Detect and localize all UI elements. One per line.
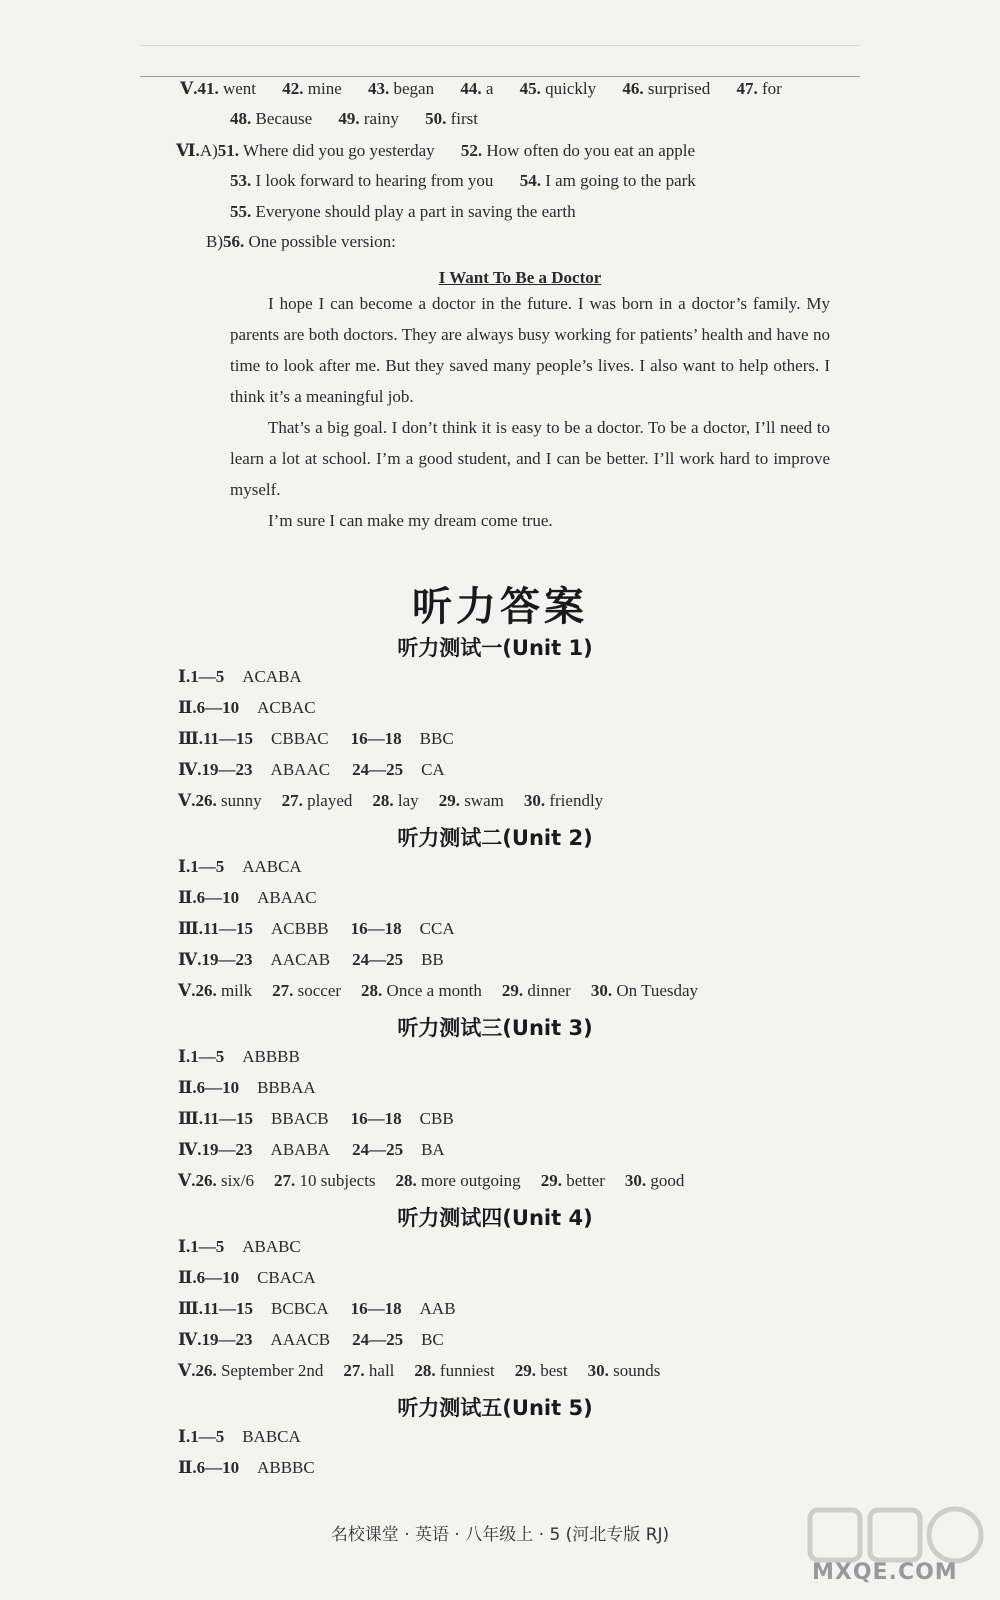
- roman-numeral: Ⅴ.: [178, 1361, 196, 1380]
- listening-test-title: 听力测试五(Unit 5): [397, 1396, 593, 1420]
- answer-text: Once a month: [386, 981, 482, 1000]
- item-number: 28.: [395, 1171, 417, 1190]
- item-number: 26.: [195, 1361, 217, 1380]
- roman-numeral: Ⅲ.: [178, 1299, 203, 1318]
- answer-letters: BCBCA: [271, 1299, 329, 1318]
- top-faint-rule: [140, 45, 860, 46]
- answer-letters: AABCA: [242, 857, 302, 876]
- item-number: 28.: [372, 791, 394, 810]
- answer-text: six/6: [220, 1171, 255, 1190]
- roman-numeral: Ⅱ.: [178, 698, 197, 717]
- question-range: 6—10: [196, 1268, 240, 1287]
- answer-text: dinner: [527, 981, 571, 1000]
- answer-row: [178, 1046, 300, 1068]
- listening-test-title: 听力测试四(Unit 4): [397, 1206, 593, 1230]
- answer-text: played: [307, 791, 353, 810]
- item-number: 52.: [460, 141, 483, 160]
- answer-text: good: [650, 1171, 685, 1190]
- fill-in-row: [178, 980, 698, 1002]
- item-number: 56.: [223, 232, 245, 251]
- item-number: 26.: [195, 981, 217, 1000]
- question-range: 16—18: [350, 919, 402, 938]
- question-range: 11—15: [202, 1299, 254, 1318]
- answer-text: On Tuesday: [616, 981, 699, 1000]
- item-number: 30.: [624, 1171, 647, 1190]
- page-footer: 名校课堂 · 英语 · 八年级上 · 5 (河北专版 RJ): [330, 1525, 670, 1545]
- item-number: 44.: [460, 79, 482, 98]
- item-number: 46.: [622, 79, 644, 98]
- answer-row: [178, 1139, 445, 1161]
- fill-in-row: [178, 1360, 660, 1382]
- item-number: 50.: [425, 109, 447, 128]
- answer-text: swam: [464, 791, 504, 810]
- listening-test-title: 听力测试二(Unit 2): [397, 826, 593, 850]
- answer-letters: AAACB: [270, 1330, 331, 1349]
- item-number: 51.: [217, 141, 240, 160]
- answer-row: [178, 666, 302, 688]
- answer-letters: CA: [421, 760, 445, 779]
- answer-text: funniest: [439, 1361, 495, 1380]
- question-range: 16—18: [350, 1109, 402, 1128]
- question-range: 6—10: [196, 1458, 240, 1477]
- answer-text: more outgoing: [421, 1171, 521, 1190]
- question-range: 19—23: [201, 1330, 253, 1349]
- question-range: 1—5: [190, 1047, 225, 1066]
- item-number: 29.: [438, 791, 460, 810]
- answer-row: [178, 887, 317, 909]
- answer-text: first: [450, 109, 478, 128]
- question-range: 6—10: [196, 1078, 240, 1097]
- answer-letters: ABBBB: [242, 1047, 300, 1066]
- item-number: 53.: [230, 171, 252, 190]
- answer-row: [178, 1457, 315, 1479]
- fill-in-row: [178, 1170, 684, 1192]
- answer-letters: ACBBB: [271, 919, 329, 938]
- answer-text: rainy: [363, 109, 399, 128]
- essay-paragraph: I’m sure I can make my dream come true.: [268, 511, 553, 530]
- roman-numeral: Ⅲ.: [178, 729, 203, 748]
- answer-text: How often do you eat an apple: [486, 141, 696, 160]
- roman-numeral: Ⅰ.: [178, 857, 191, 876]
- answer-text: Everyone should play a part in saving the earth: [255, 202, 576, 221]
- item-number: 30.: [587, 1361, 609, 1380]
- answer-text: soccer: [297, 981, 342, 1000]
- answer-text: hall: [368, 1361, 395, 1380]
- answer-row: [178, 1267, 316, 1289]
- watermark-text: MXQE.COM: [812, 1560, 958, 1585]
- essay-body: [230, 288, 830, 536]
- section5-line1: [180, 78, 782, 100]
- item-number: 30.: [523, 791, 546, 810]
- item-number: 55.: [230, 202, 252, 221]
- item-number: 27.: [281, 791, 303, 810]
- answer-letters: BBC: [419, 729, 454, 748]
- answer-letters: ABAAC: [270, 760, 331, 779]
- item-number: 29.: [501, 981, 524, 1000]
- question-range: 16—18: [350, 729, 402, 748]
- question-range: 6—10: [196, 698, 240, 717]
- roman-numeral: Ⅲ.: [178, 1109, 203, 1128]
- item-number: 29.: [514, 1361, 536, 1380]
- answer-letters: CBB: [419, 1109, 454, 1128]
- answer-text: 10 subjects: [299, 1171, 376, 1190]
- top-rule: [140, 76, 860, 77]
- answer-row: [178, 856, 302, 878]
- answer-letters: BABCA: [242, 1427, 301, 1446]
- item-number: 48.: [230, 109, 252, 128]
- roman-numeral: Ⅰ.: [178, 1237, 191, 1256]
- essay-paragraph: That’s a big goal. I don’t think it is easy to be a doctor. To be a doctor, I’ll need to learn a lot at school. I’m a good student, and I can be better. I’ll work hard to improve myself.: [230, 418, 830, 499]
- answer-text: mine: [307, 79, 342, 98]
- question-range: 1—5: [190, 1237, 225, 1256]
- item-number: 30.: [590, 981, 613, 1000]
- roman-numeral: Ⅴ.: [178, 981, 196, 1000]
- question-range: 16—18: [350, 1299, 402, 1318]
- roman-numeral: Ⅲ.: [178, 919, 203, 938]
- question-range: 24—25: [352, 1140, 404, 1159]
- roman-numeral: Ⅰ.: [178, 1047, 191, 1066]
- part-label: A): [199, 141, 218, 160]
- answer-text: sunny: [220, 791, 262, 810]
- question-range: 1—5: [190, 667, 225, 686]
- question-range: 19—23: [201, 760, 253, 779]
- question-range: 11—15: [202, 1109, 254, 1128]
- answer-row: [178, 1329, 444, 1351]
- item-number: 29.: [540, 1171, 562, 1190]
- question-range: 1—5: [190, 1427, 225, 1446]
- section5-line2: [230, 108, 478, 130]
- answer-text: surprised: [647, 79, 711, 98]
- answer-text: for: [761, 79, 782, 98]
- item-number: 26.: [195, 1171, 217, 1190]
- listening-test-title: 听力测试三(Unit 3): [397, 1016, 593, 1040]
- item-number: 27.: [343, 1361, 365, 1380]
- answer-row: [178, 728, 454, 750]
- section6-line3: [230, 201, 576, 223]
- answer-text: One possible version:: [248, 232, 396, 251]
- answer-letters: CBACA: [257, 1268, 316, 1287]
- answer-letters: CCA: [419, 919, 455, 938]
- answer-text: a: [485, 79, 494, 98]
- roman-numeral: Ⅰ.: [178, 667, 191, 686]
- answer-text: I am going to the park: [545, 171, 696, 190]
- answer-letters: CBBAC: [271, 729, 329, 748]
- item-number: 47.: [736, 79, 758, 98]
- question-range: 11—15: [202, 919, 254, 938]
- essay-paragraph: I hope I can become a doctor in the future. I was born in a doctor’s family. My parents are both doctors. They are always busy working for patients’ health and have no time to look after me. But they saved many people’s lives. I also want to help others. I think it’s a meaningful job.: [230, 294, 830, 406]
- item-number: 28.: [361, 981, 383, 1000]
- answer-letters: BB: [421, 950, 444, 969]
- answer-text: began: [393, 79, 435, 98]
- answer-text: best: [540, 1361, 568, 1380]
- question-range: 11—15: [202, 729, 254, 748]
- answer-text: Because: [255, 109, 313, 128]
- item-number: 54.: [519, 171, 541, 190]
- answer-letters: AACAB: [270, 950, 331, 969]
- roman-numeral: Ⅳ.: [178, 1330, 202, 1349]
- answer-letters: BBBAA: [257, 1078, 316, 1097]
- answer-text: milk: [220, 981, 253, 1000]
- answer-text: Where did you go yesterday: [242, 141, 435, 160]
- roman-numeral: Ⅱ.: [178, 1458, 197, 1477]
- answer-letters: BC: [421, 1330, 444, 1349]
- answer-text: sounds: [613, 1361, 661, 1380]
- section6-line2: [230, 170, 696, 192]
- roman-numeral: Ⅰ.: [178, 1427, 191, 1446]
- answer-letters: ACABA: [242, 667, 302, 686]
- answer-letters: AAB: [419, 1299, 456, 1318]
- answer-row: [178, 1077, 316, 1099]
- roman-numeral: Ⅱ.: [178, 1078, 197, 1097]
- roman-numeral: Ⅳ.: [178, 760, 202, 779]
- answer-row: [178, 1426, 301, 1448]
- answer-text: went: [222, 79, 256, 98]
- item-number: 27.: [274, 1171, 296, 1190]
- part-label: B): [206, 232, 223, 251]
- question-range: 24—25: [352, 1330, 404, 1349]
- fill-in-row: [178, 790, 603, 812]
- listening-test-title: 听力测试一(Unit 1): [397, 636, 593, 660]
- answer-row: [178, 949, 444, 971]
- answer-text: quickly: [545, 79, 597, 98]
- answer-row: [178, 1108, 454, 1130]
- answer-text: better: [566, 1171, 605, 1190]
- question-range: 24—25: [352, 950, 404, 969]
- roman-numeral: Ⅴ.: [178, 1171, 196, 1190]
- section6-line1: [176, 140, 695, 162]
- roman-numeral: Ⅳ.: [178, 950, 202, 969]
- answer-letters: ABABC: [242, 1237, 301, 1256]
- section6-roman: Ⅵ.: [176, 141, 200, 160]
- answer-row: [178, 918, 455, 940]
- section5-roman: Ⅴ.: [180, 79, 198, 98]
- roman-numeral: Ⅳ.: [178, 1140, 202, 1159]
- question-range: 24—25: [352, 760, 404, 779]
- item-number: 43.: [368, 79, 390, 98]
- answer-row: [178, 1298, 456, 1320]
- item-number: 26.: [195, 791, 217, 810]
- answer-letters: BA: [421, 1140, 445, 1159]
- answer-text: I look forward to hearing from you: [255, 171, 494, 190]
- answer-letters: ABBBC: [257, 1458, 315, 1477]
- answer-text: friendly: [549, 791, 604, 810]
- roman-numeral: Ⅱ.: [178, 888, 197, 907]
- answer-text: September 2nd: [220, 1361, 324, 1380]
- answer-row: [178, 697, 316, 719]
- answer-row: [178, 1236, 301, 1258]
- item-number: 41.: [197, 79, 219, 98]
- question-range: 6—10: [196, 888, 240, 907]
- item-number: 42.: [282, 79, 304, 98]
- item-number: 49.: [338, 109, 360, 128]
- item-number: 28.: [414, 1361, 436, 1380]
- question-range: 19—23: [201, 950, 253, 969]
- section6-line4: [206, 231, 396, 253]
- essay-title: I Want To Be a Doctor: [438, 268, 602, 287]
- answer-letters: ACBAC: [257, 698, 316, 717]
- roman-numeral: Ⅱ.: [178, 1268, 197, 1287]
- question-range: 19—23: [201, 1140, 253, 1159]
- item-number: 45.: [519, 79, 541, 98]
- answer-letters: ABAAC: [257, 888, 317, 907]
- item-number: 27.: [272, 981, 294, 1000]
- answer-text: lay: [397, 791, 419, 810]
- answer-row: [178, 759, 445, 781]
- answer-letters: BBACB: [271, 1109, 329, 1128]
- question-range: 1—5: [190, 857, 225, 876]
- answer-letters: ABABA: [270, 1140, 331, 1159]
- listening-answers-title: 听力答案: [412, 584, 588, 630]
- roman-numeral: Ⅴ.: [178, 791, 196, 810]
